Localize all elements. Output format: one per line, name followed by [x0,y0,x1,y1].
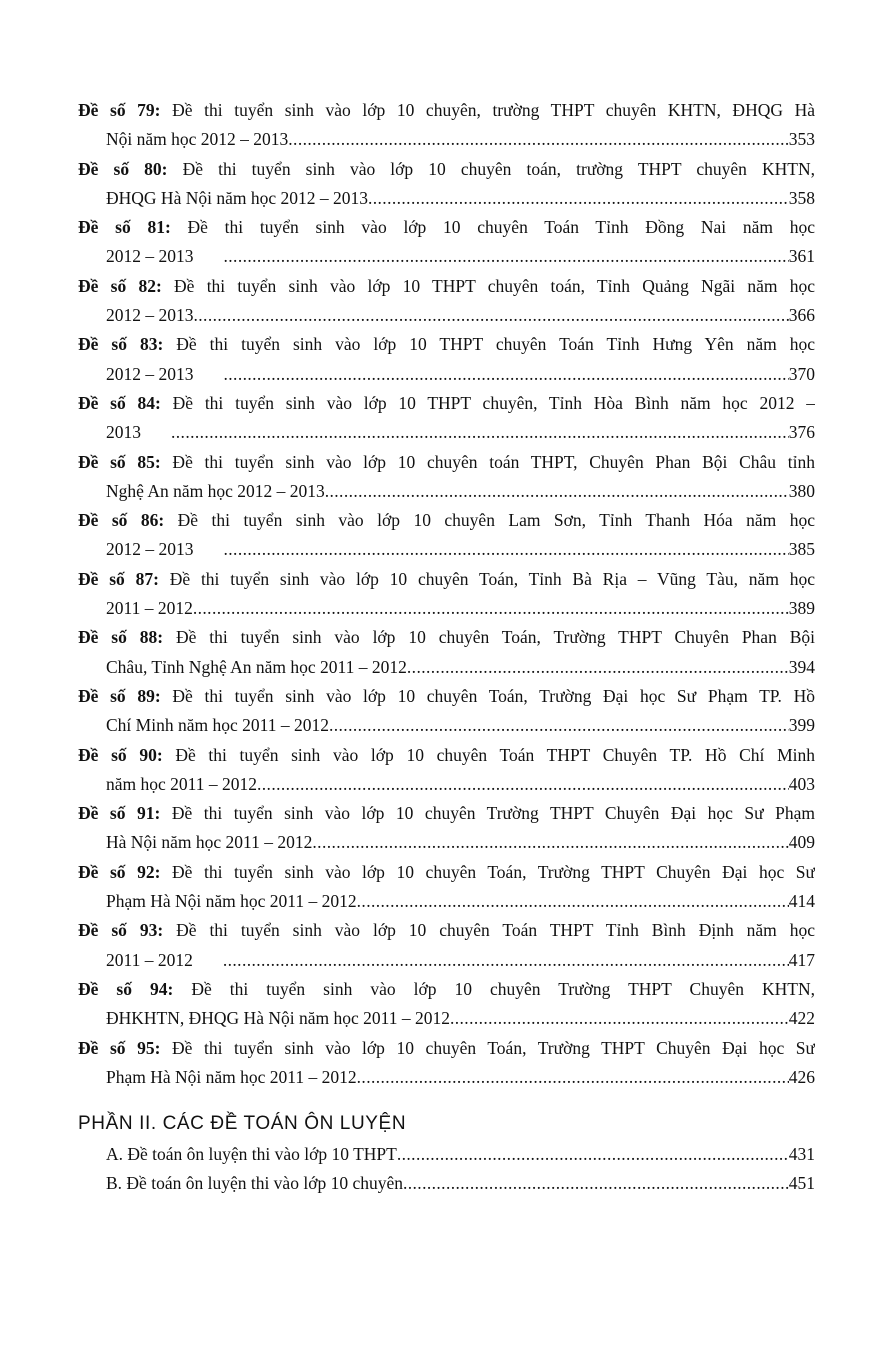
toc-entry-page-number: 403 [788,773,815,794]
toc-entry-title-line [78,155,815,184]
toc-entry-title-line [78,213,815,242]
toc-entry-label: Đề số 81: [78,217,171,238]
toc-entry-continuation-text: năm học 2011 – 2012 [106,773,257,794]
toc-entry-continuation-line [78,946,815,975]
dot-leader [224,242,789,271]
toc-entry[interactable] [78,330,815,389]
toc-entry-page-number: 376 [788,422,815,443]
toc-entry-continuation-text: Phạm Hà Nội năm học 2011 – 2012 [106,1066,357,1087]
toc-entry-continuation-line [78,828,815,857]
toc-entry-continuation-line [78,1004,815,1033]
toc-entry-label: Đề số 83: [78,334,164,355]
dot-leader [450,1004,789,1033]
toc-entry[interactable] [78,682,815,741]
toc-entry[interactable] [78,389,815,448]
part-2-item-text: A. Đề toán ôn luyện thi vào lớp 10 THPT [106,1144,397,1164]
toc-entry-label: Đề số 89: [78,685,161,706]
dot-leader [357,1063,789,1092]
toc-entry-text: Đề thi tuyển sinh vào lớp 10 chuyên, trường THPT chuyên KHTN, ĐHQG Hà [160,100,815,120]
toc-entry-continuation-line [78,301,815,330]
toc-entry-page-number: 409 [788,832,815,853]
toc-entry-label: Đề số 87: [78,568,159,589]
toc-entry[interactable] [78,565,815,624]
toc-entry[interactable] [78,741,815,800]
dot-leader [224,360,789,389]
toc-entry-continuation-line [78,242,815,271]
toc-entry-title-line [78,330,815,359]
toc-entry-text: Đề thi tuyển sinh vào lớp 10 chuyên Toán, Trường Đại học Sư Phạm TP. Hồ [160,685,815,706]
part-2-section [78,1110,815,1199]
toc-entry-title-line [78,799,815,828]
toc-entry-page-number: 370 [788,363,815,384]
toc-entry-continuation-line [78,125,815,154]
toc-entry-title-line [78,623,815,652]
part-2-item-page-number: 431 [788,1144,815,1164]
toc-entry-title-line [78,1034,815,1063]
toc-entry-text: Đề thi tuyển sinh vào lớp 10 chuyên toán, trường THPT chuyên KHTN, [167,158,815,179]
part-2-item-text: B. Đề toán ôn luyện thi vào lớp 10 chuyên [106,1173,403,1194]
dot-leader [193,594,789,623]
toc-entry-label: Đề số 84: [78,392,161,413]
toc-entry-page-number: 366 [788,305,815,326]
toc-entry[interactable] [78,213,815,272]
toc-entry[interactable] [78,448,815,507]
table-of-contents [78,96,815,1092]
toc-entry-text: Đề thi tuyển sinh vào lớp 10 chuyên Toán, Trường THPT Chuyên Đại học Sư [160,861,815,882]
toc-entry-continuation-text: Nội năm học 2012 – 2013 [106,129,289,150]
toc-entry-continuation-line [78,184,815,213]
toc-entry-label: Đề số 88: [78,627,164,648]
toc-entry-text: Đề thi tuyển sinh vào lớp 10 chuyên Toán, Trường THPT Chuyên Phan Bội [163,627,815,648]
toc-entry-page-number: 394 [788,656,815,677]
toc-entry-continuation-text: ĐHKHTN, ĐHQG Hà Nội năm học 2011 – 2012 [106,1008,450,1029]
toc-entry-title-line [78,975,815,1004]
toc-entry-continuation-text: Phạm Hà Nội năm học 2011 – 2012 [106,891,357,912]
toc-entry-title-line [78,565,815,594]
toc-entry-label: Đề số 93: [78,920,164,941]
toc-entry-title-line [78,96,815,125]
toc-entry-continuation-line [78,711,815,740]
toc-entry-label: Đề số 85: [78,451,161,472]
toc-entry-label: Đề số 92: [78,861,161,882]
toc-entry-title-line [78,858,815,887]
dot-leader [312,828,788,857]
toc-entry-page-number: 385 [788,539,815,560]
toc-entry-page-number: 417 [788,949,815,970]
dot-leader [368,184,789,213]
dot-leader [257,770,789,799]
dot-leader [397,1140,789,1169]
toc-entry-page-number: 353 [788,129,815,150]
toc-entry-continuation-text: 2012 – 2013 [106,363,194,384]
dot-leader [329,711,789,740]
toc-entry-continuation-text: 2012 – 2013 [106,305,194,326]
toc-entry-continuation-text: Chí Minh năm học 2011 – 2012 [106,715,329,736]
toc-entry-page-number: 358 [788,187,815,208]
toc-entry-continuation-line [78,770,815,799]
toc-entry-label: Đề số 79: [78,100,161,120]
toc-entry-continuation-text: Hà Nội năm học 2011 – 2012 [106,832,313,853]
toc-entry-title-line [78,916,815,945]
toc-entry-continuation-line [78,887,815,916]
toc-entry-text: Đề thi tuyển sinh vào lớp 10 chuyên Toán Tỉnh Đồng Nai năm học [170,217,815,238]
dot-leader [407,653,789,682]
toc-entry-page-number: 361 [788,246,815,267]
toc-entry-title-line [78,506,815,535]
toc-entry-label: Đề số 94: [78,978,174,999]
toc-entry-title-line [78,741,815,770]
toc-entry-continuation-line [78,418,815,447]
toc-entry[interactable] [78,975,815,1034]
dot-leader [171,418,789,447]
part-2-list [78,1140,815,1199]
toc-entry-continuation-text: 2012 – 2013 [106,539,194,560]
part-2-list-item[interactable] [78,1169,815,1198]
toc-entry-continuation-line [78,477,815,506]
toc-entry-title-line [78,682,815,711]
dot-leader [223,946,789,975]
part-2-list-item[interactable] [78,1140,815,1169]
dot-leader [288,125,788,154]
toc-entry-text: Đề thi tuyển sinh vào lớp 10 chuyên Lam Sơn, Tỉnh Thanh Hóa năm học [164,510,815,531]
toc-entry-continuation-line [78,360,815,389]
toc-entry-text: Đề thi tuyển sinh vào lớp 10 chuyên toán THPT, Chuyên Phan Bội Châu tỉnh [160,451,815,472]
toc-entry-continuation-text: 2011 – 2012 [106,598,193,619]
toc-entry-continuation-line [78,653,815,682]
toc-entry[interactable] [78,799,815,858]
toc-entry[interactable] [78,858,815,917]
toc-entry-label: Đề số 90: [78,744,163,765]
toc-entry[interactable] [78,1034,815,1093]
toc-entry-title-line [78,272,815,301]
toc-entry-continuation-line [78,535,815,564]
toc-entry-page-number: 414 [788,891,815,912]
toc-entry-text: Đề thi tuyển sinh vào lớp 10 chuyên Toán, Trường THPT Chuyên Đại học Sư [160,1037,815,1058]
toc-entry-title-line [78,448,815,477]
toc-entry-text: Đề thi tuyển sinh vào lớp 10 chuyên Toán THPT Chuyên TP. Hồ Chí Minh [162,744,815,765]
toc-entry-label: Đề số 82: [78,275,162,296]
toc-entry-page-number: 426 [788,1066,815,1087]
toc-entry[interactable] [78,96,815,155]
toc-entry-label: Đề số 80: [78,158,168,179]
toc-entry-label: Đề số 95: [78,1037,161,1058]
toc-entry-continuation-text: Nghệ An năm học 2012 – 2013 [106,480,325,501]
toc-entry-text: Đề thi tuyển sinh vào lớp 10 THPT chuyên Toán Tỉnh Hưng Yên năm học [163,334,815,355]
toc-entry-continuation-text: 2012 – 2013 [106,246,194,267]
toc-entry-continuation-line [78,594,815,623]
toc-entry-text: Đề thi tuyển sinh vào lớp 10 THPT chuyên, Tỉnh Hòa Bình năm học 2012 – [160,392,815,413]
toc-entry[interactable] [78,155,815,214]
toc-entry[interactable] [78,916,815,975]
toc-entry-title-line [78,389,815,418]
toc-entry-continuation-text: Châu, Tỉnh Nghệ An năm học 2011 – 2012 [106,656,407,677]
part-2-item-page-number: 451 [788,1173,815,1194]
toc-entry-text: Đề thi tuyển sinh vào lớp 10 chuyên Trường THPT Chuyên Đại học Sư Phạm [160,803,815,824]
toc-entry-continuation-line [78,1063,815,1092]
dot-leader [403,1169,789,1198]
toc-entry-label: Đề số 91: [78,803,161,824]
toc-entry-continuation-text: 2013 [106,422,141,443]
dot-leader [224,535,789,564]
toc-entry-label: Đề số 86: [78,510,165,531]
toc-entry[interactable] [78,506,815,565]
toc-entry-text: Đề thi tuyển sinh vào lớp 10 chuyên Trường THPT Chuyên KHTN, [173,978,815,999]
dot-leader [357,887,789,916]
dot-leader [325,477,789,506]
toc-entry-text: Đề thi tuyển sinh vào lớp 10 chuyên Toán, Tỉnh Bà Rịa – Vũng Tàu, năm học [158,568,815,589]
toc-entry-continuation-text: ĐHQG Hà Nội năm học 2012 – 2013 [106,187,368,208]
toc-entry-text: Đề thi tuyển sinh vào lớp 10 THPT chuyên toán, Tỉnh Quảng Ngãi năm học [161,275,815,296]
toc-entry-page-number: 389 [788,598,815,619]
toc-entry-page-number: 422 [788,1008,815,1029]
toc-entry-page-number: 399 [788,715,815,736]
toc-entry-page-number: 380 [788,480,815,501]
toc-entry[interactable] [78,623,815,682]
toc-entry-continuation-text: 2011 – 2012 [106,949,193,970]
part-2-heading: PHẦN II. CÁC ĐỀ TOÁN ÔN LUYỆN [78,1113,407,1134]
toc-entry[interactable] [78,272,815,331]
dot-leader [194,301,789,330]
toc-entry-text: Đề thi tuyển sinh vào lớp 10 chuyên Toán THPT Tỉnh Bình Định năm học [163,920,815,941]
